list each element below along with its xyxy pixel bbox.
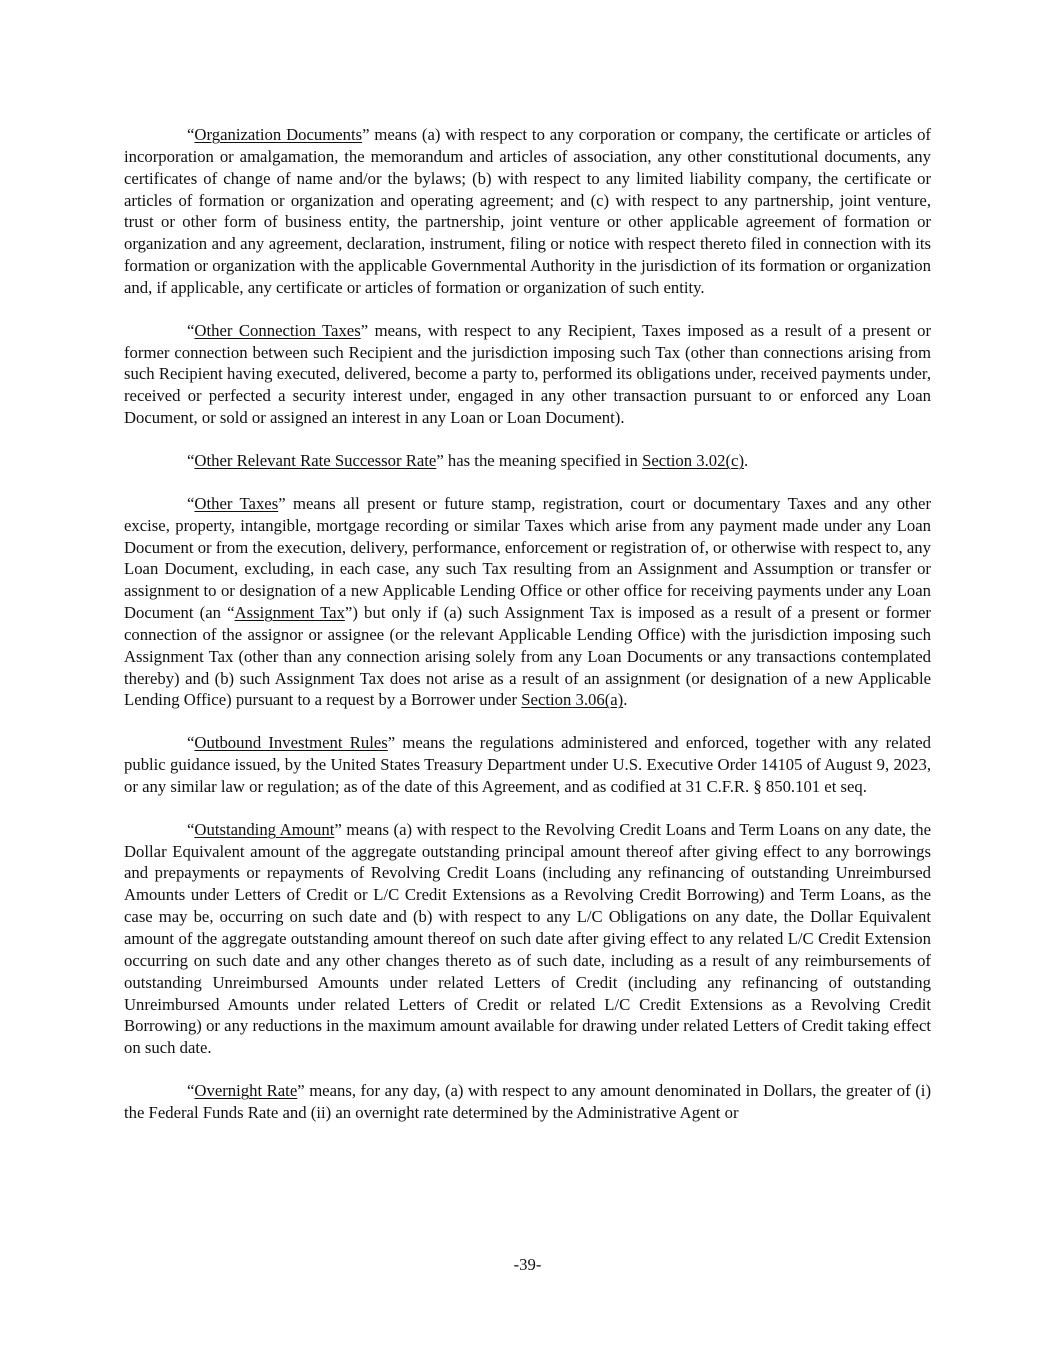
page-number: -39-	[513, 1255, 542, 1274]
definition-text: “	[187, 819, 195, 839]
definition-paragraph	[124, 124, 931, 299]
definition-text: .	[744, 450, 749, 470]
defined-term: Other Connection Taxes	[194, 320, 361, 340]
definition-text: ” means (a) with respect to the Revolving Credit Loans and Term Loans on any date, the Dollar Equivalent amount of the aggregate outstanding principal amount thereof after giving effect to any borrowings and prepayments or repayments of Revolving Credit Loans (including any refinancing of outstanding Unreimbursed Amounts under Letters of Credit or L/C Credit Extensions as a Revolving Credit Borrowing) and Term Loans, as the case may be, occurring on such date and (b) with respect to any L/C Obligations on any date, the Dollar Equivalent amount of the aggregate outstanding amount thereof on such date after giving effect to any related L/C Credit Extension occurring on such date and any other changes thereto as of such date, including as a result of any reimbursements of outstanding Unreimbursed Amounts under related Letters of Credit (including any refinancing of outstanding Unreimbursed Amounts under related Letters of Credit or related L/C Credit Extensions as a Revolving Credit Borrowing) or any reductions in the maximum amount available for drawing under related Letters of Credit taking effect on such date.	[124, 819, 932, 1058]
definition-text: .	[623, 690, 628, 710]
definition-text: ” means, for any day, (a) with respect to any amount denominated in Dollars, the greater of (i) the Federal Funds Rate and (ii) an overnight rate determined by the Administrative Agent or	[124, 1081, 931, 1122]
definition-paragraph	[124, 450, 931, 472]
definition-paragraph	[124, 493, 931, 711]
definition-text: “	[187, 493, 195, 513]
defined-term: Other Relevant Rate Successor Rate	[194, 450, 437, 470]
defined-term: Other Taxes	[194, 493, 279, 513]
definition-text: ” means the regulations administered and enforced, together with any related public guidance issued, by the United States Treasury Department under U.S. Executive Order 14105 of August 9, 2023, or any similar law or regulation; as of the date of this Agreement, and as codified at 31 C.F.R. § 850.101 et seq.	[124, 733, 931, 796]
definition-paragraph	[124, 320, 931, 429]
definition-text: “	[187, 733, 195, 753]
definition-text: ”) but only if (a) such Assignment Tax is imposed as a result of a present or former connection of the assignor or assignee (or the relevant Applicable Lending Office) with the jurisdiction imposing such Assignment Tax (other than any connection arising solely from any Loan Documents or any transactions contemplated thereby) and (b) such Assignment Tax does not arise as a result of an assignment (or designation of a new Applicable Lending Office) pursuant to a request by a Borrower under	[124, 603, 931, 710]
definition-text: ” has the meaning specified in	[436, 450, 643, 470]
definition-text: ” means, with respect to any Recipient, Taxes imposed as a result of a present or former connection between such Recipient and the jurisdiction imposing such Tax (other than connections arising from such Recipient having executed, delivered, become a party to, performed its obligations under, received payments under, received or perfected a security interest under, engaged in any other transaction pursuant to or enforced any Loan Document, or sold or assigned an interest in any Loan or Loan Document).	[124, 320, 931, 428]
definition-paragraph	[124, 819, 931, 1059]
definition-text: “	[187, 450, 195, 470]
cross-reference: Assignment Tax	[234, 603, 345, 623]
definition-text: “	[187, 320, 195, 340]
definition-text: ” means all present or future stamp, registration, court or documentary Taxes and any other excise, property, intangible, mortgage recording or similar Taxes which arise from any payment made under any Loan Document or from the execution, delivery, performance, enforcement or registration of, or otherwise with respect to, any Loan Document, excluding, in each case, any such Tax resulting from an Assignment and Assumption or transfer or assignment to or designation of a new Applicable Lending Office or other office for receiving payments under any Loan Document (an “	[124, 493, 932, 623]
definition-text: “	[187, 125, 195, 144]
definition-text: “	[187, 1081, 195, 1101]
defined-term: Organization Documents	[194, 125, 363, 144]
document-body	[124, 124, 931, 1145]
definition-paragraph	[124, 732, 931, 798]
defined-term: Outstanding Amount	[194, 819, 335, 839]
cross-reference: Section 3.06(a)	[521, 690, 624, 710]
definition-text: ” means (a) with respect to any corporation or company, the certificate or articles of incorporation or amalgamation, the memorandum and articles of association, any other constitutional documents, any certificates of change of name and/or the bylaws; (b) with respect to any limited liability company, the certificate or articles of formation or organization and operating agreement; and (c) with respect to any partnership, joint venture, trust or other form of business entity, the partnership, joint venture or other applicable agreement of formation or organization and any agreement, declaration, instrument, filing or notice with respect thereto filed in connection with its formation or organization with the applicable Governmental Authority in the jurisdiction of its formation or organization and, if applicable, any certificate or articles of formation or organization of such entity.	[124, 125, 931, 297]
defined-term: Overnight Rate	[194, 1081, 298, 1101]
cross-reference: Section 3.02(c)	[642, 450, 745, 470]
definition-paragraph	[124, 1080, 931, 1124]
defined-term: Outbound Investment Rules	[194, 733, 388, 753]
